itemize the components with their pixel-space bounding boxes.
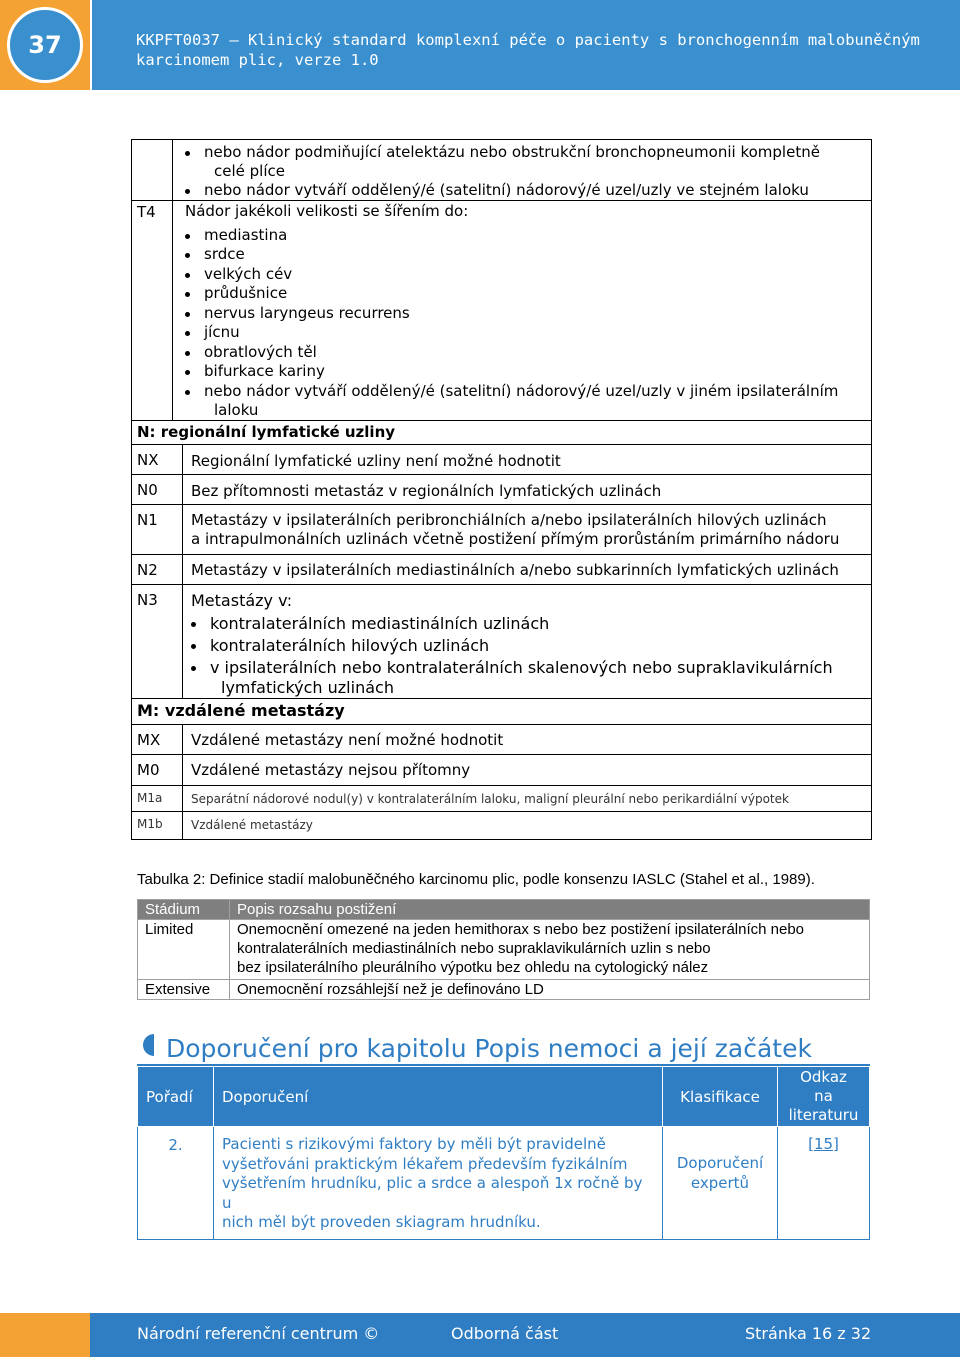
m1a-text: Separátní nádorové nodul(y) v kontralaterálním laloku, maligní pleurální nebo perikardiální výpotek <box>191 792 789 806</box>
column-divider <box>182 444 183 698</box>
row-divider <box>132 474 871 475</box>
list-item: nebo nádor vytváří oddělený/é (satelitní) nádorový/é uzel/uzly v jiném ipsilaterálním <box>204 382 839 400</box>
list-item: kontralaterálních mediastinálních uzlinách <box>210 614 550 633</box>
reference-link[interactable]: [15] <box>808 1135 839 1153</box>
table-header-row <box>138 900 870 920</box>
recommendation-line: vyšetřováni praktickým lékařem především fyzikálním <box>222 1154 628 1173</box>
recommendation-line: vyšetřením hrudníku, plic a srdce a alespoň 1x ročně by u <box>222 1174 643 1212</box>
m0-code: M0 <box>137 761 160 779</box>
footer-middle: Odborná část <box>451 1324 559 1343</box>
n2-code: N2 <box>137 561 158 579</box>
list-item: v ipsilaterálních nebo kontralaterálních skalenových nebo supraklavikulárních <box>210 658 833 677</box>
description-cell <box>230 920 870 980</box>
m1a-code: M1a <box>137 791 163 805</box>
classification-line2: expertů <box>690 1173 750 1192</box>
description-line: Onemocnění omezené na jeden hemithorax s nebo bez postižení ipsilaterálních nebo <box>237 921 805 938</box>
mx-code: MX <box>137 731 161 749</box>
row-divider <box>132 811 871 812</box>
reference-header-line1: Odkaz <box>800 1068 847 1086</box>
column-header-reference <box>778 1067 870 1127</box>
row-divider <box>132 554 871 555</box>
t4-lead: Nádor jakékoli velikosti se šířením do: <box>185 202 469 220</box>
list-item: průdušnice <box>204 284 288 302</box>
list-item-continuation: celé plíce <box>214 162 285 180</box>
description-line: bez ipsilaterálního pleurálního výpotku bez ohledu na cytologický nález <box>237 959 709 976</box>
list-item: nebo nádor podmiňující atelektázu nebo obstrukční bronchopneumonii kompletně <box>204 143 820 161</box>
document-title-line1: KKPFT0037 – Klinický standard komplexní péče o pacienty s bronchogenním malobuněčným <box>136 31 920 49</box>
stage-cell: Limited <box>138 920 230 980</box>
recommendation-line: Pacienti s rizikovými faktory by měli být pravidelně <box>222 1135 606 1153</box>
list-item-continuation: lymfatických uzlinách <box>221 678 394 697</box>
tnm-table <box>131 139 872 840</box>
document-title <box>136 30 936 70</box>
reference-cell <box>778 1127 870 1240</box>
table-caption: Tabulka 2: Definice stadií malobuněčného karcinomu plic, podle konsenzu IASLC (Stahel et al., 1989). <box>137 871 815 888</box>
list-item: kontralaterálních hilových uzlinách <box>210 636 490 655</box>
classification-line1: Doporučení <box>676 1154 764 1172</box>
document-title-line2: karcinomem plic, verze 1.0 <box>136 51 379 69</box>
row-divider <box>132 584 871 585</box>
recommendation-table <box>137 1066 870 1240</box>
recommendation-line: nich měl být proveden skiagram hrudníku. <box>222 1213 541 1231</box>
row-divider <box>132 785 871 786</box>
column-divider <box>182 724 183 839</box>
column-header-classification: Klasifikace <box>663 1067 778 1127</box>
list-item: mediastina <box>204 226 288 244</box>
row-divider <box>132 724 871 725</box>
stage-cell: Extensive <box>138 980 230 1000</box>
n3-lead: Metastázy v: <box>191 591 293 610</box>
table-header-row <box>138 1067 870 1127</box>
n0-text: Bez přítomnosti metastáz v regionálních lymfatických uzlinách <box>191 482 662 500</box>
mx-text: Vzdálené metastázy není možné hodnotit <box>191 731 504 749</box>
list-item: nebo nádor vytváří oddělený/é (satelitní) nádorový/é uzel/uzly ve stejném laloku <box>204 181 809 199</box>
list-item: velkých cév <box>204 265 293 283</box>
column-header: Popis rozsahu postižení <box>230 900 870 920</box>
description-cell <box>230 980 870 1000</box>
n1-code: N1 <box>137 511 158 529</box>
row-divider <box>132 754 871 755</box>
row-divider <box>132 420 871 421</box>
t4-code: T4 <box>137 203 156 221</box>
nx-code: NX <box>137 451 159 469</box>
list-item: jícnu <box>204 323 240 341</box>
recommendation-cell <box>214 1127 663 1240</box>
footer-page: Stránka 16 z 32 <box>745 1324 872 1343</box>
row-divider <box>132 698 871 699</box>
section-heading: Doporučení pro kapitolu Popis nemoci a její začátek <box>166 1034 812 1063</box>
column-header-order: Pořadí <box>138 1067 214 1127</box>
list-item: srdce <box>204 245 245 263</box>
reference-header-line2: na literaturu <box>788 1087 859 1124</box>
n3-code: N3 <box>137 591 158 609</box>
table-row <box>138 920 870 980</box>
n1-text-line2: a intrapulmonálních uzlinách včetně postižení přímým prorůstáním primárního nádoru <box>191 530 840 548</box>
stadium-table <box>137 899 870 1000</box>
footer-left: Národní referenční centrum © <box>137 1324 380 1343</box>
list-item: obratlových těl <box>204 343 317 361</box>
section-mark-icon <box>136 1033 156 1057</box>
row-divider <box>132 200 871 201</box>
row-divider <box>132 444 871 445</box>
m1b-code: M1b <box>137 817 163 831</box>
footer-badge <box>0 1313 90 1357</box>
n-section-title: N: regionální lymfatické uzliny <box>137 423 396 441</box>
list-item-continuation: laloku <box>214 401 259 419</box>
order-cell: 2. <box>138 1127 214 1240</box>
m-section-title: M: vzdálené metastázy <box>137 701 345 720</box>
classification-cell <box>663 1127 778 1240</box>
table-row <box>138 980 870 1000</box>
page-number-badge: 37 <box>7 7 83 83</box>
list-item: nervus laryngeus recurrens <box>204 304 410 322</box>
row-divider <box>132 504 871 505</box>
description-line: Onemocnění rozsáhlejší než je definováno LD <box>237 981 544 998</box>
m1b-text: Vzdálené metastázy <box>191 818 313 832</box>
column-header: Stádium <box>138 900 230 920</box>
n1-text: Metastázy v ipsilaterálních peribronchiálních a/nebo ipsilaterálních hilových uzlinách <box>191 511 827 529</box>
description-line: kontralaterálních mediastinálních nebo supraklavikulárních uzlin s nebo <box>237 940 711 957</box>
column-header-recommendation: Doporučení <box>214 1067 663 1127</box>
nx-text: Regionální lymfatické uzliny není možné hodnotit <box>191 452 561 470</box>
m0-text: Vzdálené metastázy nejsou přítomny <box>191 761 471 779</box>
table-row <box>138 1127 870 1240</box>
column-divider <box>172 140 173 420</box>
list-item: bifurkace kariny <box>204 362 325 380</box>
n2-text: Metastázy v ipsilaterálních mediastinálních a/nebo subkarinních lymfatických uzlinách <box>191 561 839 579</box>
n0-code: N0 <box>137 481 158 499</box>
